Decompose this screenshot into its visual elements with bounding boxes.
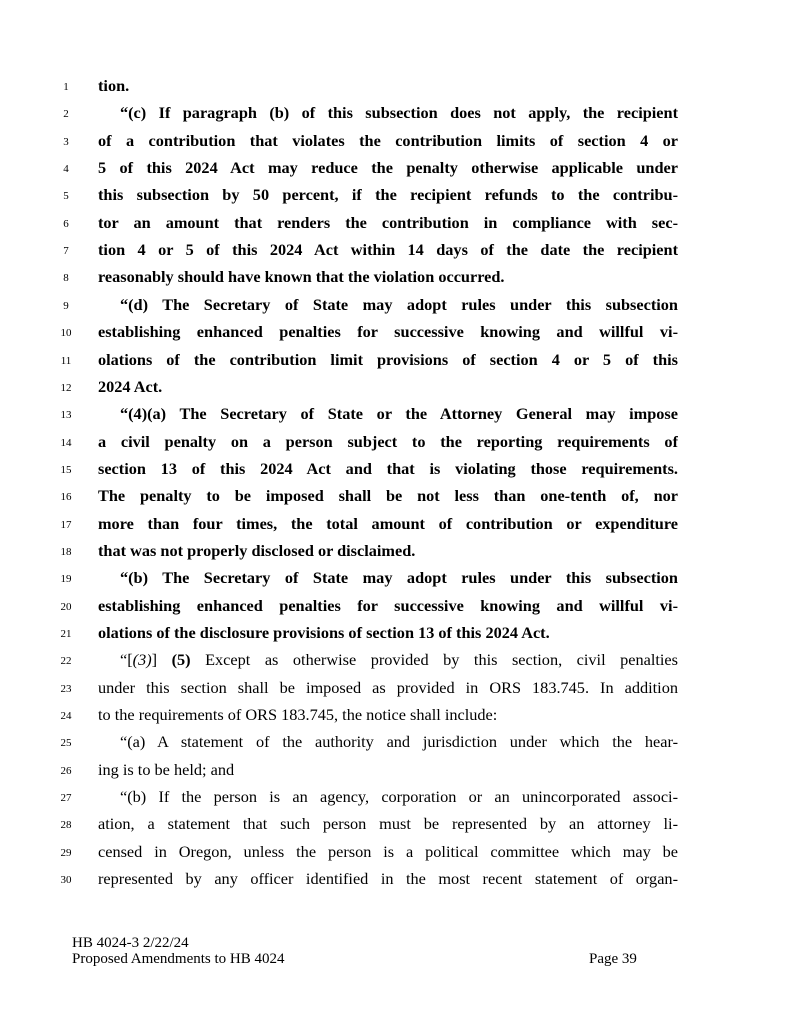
line-number: 16 — [60, 491, 72, 504]
line-text — [98, 787, 678, 807]
text-line — [0, 594, 800, 621]
text-run: establishing enhanced penalties for successive knowing and willful vi- — [98, 322, 678, 342]
line-text — [98, 650, 678, 670]
text-run: 2024 Act. — [98, 376, 163, 396]
text-run: tion 4 or 5 of this 2024 Act within 14 days of the date the recipient — [98, 240, 678, 260]
text-line — [0, 484, 800, 511]
text-line — [0, 566, 800, 593]
line-text — [98, 459, 678, 479]
line-text — [98, 678, 678, 698]
line-text — [98, 432, 678, 452]
line-number: 18 — [60, 545, 72, 558]
line-number: 11 — [60, 354, 72, 367]
line-text — [98, 514, 678, 534]
text-line — [0, 74, 800, 101]
text-run: this subsection by 50 percent, if the recipient refunds to the contribu- — [98, 185, 678, 205]
text-run: ing is to be held; and — [98, 759, 235, 779]
line-text — [98, 322, 678, 342]
line-number: 28 — [60, 819, 72, 832]
text-run: The penalty to be imposed shall be not less than one-tenth of, nor — [98, 486, 678, 506]
text-line — [0, 430, 800, 457]
line-number: 26 — [60, 764, 72, 777]
line-number: 20 — [60, 600, 72, 613]
line-text — [98, 486, 678, 506]
footer-doc-id: HB 4024-3 2/22/24 — [72, 935, 189, 951]
text-line — [0, 156, 800, 183]
line-number: 6 — [63, 217, 69, 230]
line-number: 25 — [60, 737, 72, 750]
line-text — [98, 541, 678, 561]
line-text — [98, 76, 678, 96]
line-number: 3 — [63, 135, 69, 148]
text-line — [0, 457, 800, 484]
line-number: 21 — [60, 628, 72, 640]
text-run: (5) — [171, 650, 191, 670]
line-text — [98, 103, 678, 123]
line-number: 2 — [63, 108, 69, 121]
line-text — [98, 131, 678, 151]
text-run: that was not properly disclosed or disclaimed. — [98, 540, 416, 560]
footer-title: Proposed Amendments to HB 4024 — [72, 951, 285, 967]
text-run: establishing enhanced penalties for successive knowing and willful vi- — [98, 595, 678, 615]
line-text — [98, 350, 678, 370]
text-line — [0, 812, 800, 839]
line-number: 29 — [60, 846, 72, 859]
line-text — [98, 623, 678, 643]
text-run: Except as otherwise provided by this section, civil penalties — [190, 650, 678, 670]
line-number: 24 — [60, 710, 72, 723]
text-line — [0, 648, 800, 675]
line-text — [98, 568, 678, 588]
line-text — [98, 814, 678, 834]
footer-page-number: Page 39 — [589, 951, 637, 967]
line-text — [98, 158, 678, 178]
text-run: “(b) The Secretary of State may adopt rules under this subsection — [120, 568, 678, 588]
line-number: 1 — [63, 81, 69, 93]
line-text — [98, 240, 678, 260]
text-run: reasonably should have known that the violation occurred. — [98, 267, 505, 287]
text-run: olations of the contribution limit provisions of section 4 or 5 of this — [98, 349, 678, 369]
line-number: 19 — [60, 573, 72, 586]
text-run: ] — [151, 650, 172, 670]
line-text — [98, 185, 678, 205]
text-run: (3) — [132, 650, 152, 670]
line-text — [98, 267, 678, 287]
text-run: 5 of this 2024 Act may reduce the penalty otherwise applicable under — [98, 158, 678, 178]
line-number: 13 — [60, 409, 72, 422]
text-line — [0, 539, 800, 566]
text-line — [0, 265, 800, 292]
line-text — [98, 404, 678, 424]
text-line — [0, 867, 800, 894]
line-number: 17 — [60, 518, 72, 531]
text-run: “[ — [120, 650, 133, 670]
line-text — [98, 732, 678, 752]
text-line — [0, 402, 800, 429]
text-line — [0, 293, 800, 320]
line-number: 10 — [60, 327, 72, 340]
text-line — [0, 840, 800, 867]
text-run: a civil penalty on a person subject to the reporting requirements of — [98, 431, 678, 451]
line-text — [98, 213, 678, 233]
text-line — [0, 703, 800, 730]
line-number: 27 — [60, 792, 72, 805]
text-run: ation, a statement that such person must be represented by an attorney li- — [98, 814, 678, 834]
text-run: to the requirements of ORS 183.745, the notice shall include: — [98, 705, 498, 725]
text-line — [0, 758, 800, 785]
line-number: 30 — [60, 874, 72, 887]
line-text — [98, 596, 678, 616]
line-number: 9 — [63, 299, 69, 312]
text-run: “(a) A statement of the authority and jurisdiction under which the hear- — [120, 732, 678, 752]
line-number: 5 — [63, 190, 69, 203]
text-run: “(d) The Secretary of State may adopt rules under this subsection — [120, 294, 678, 314]
text-run: tion. — [98, 76, 130, 95]
line-number: 14 — [60, 436, 72, 449]
text-run: olations of the disclosure provisions of section 13 of this 2024 Act. — [98, 623, 550, 642]
text-line — [0, 375, 800, 402]
line-number: 4 — [63, 163, 69, 176]
text-run: under this section shall be imposed as provided in ORS 183.745. In addition — [98, 677, 678, 697]
text-run: “(b) If the person is an agency, corporation or an unincorporated associ- — [120, 787, 678, 807]
line-number: 22 — [60, 655, 72, 668]
text-line — [0, 785, 800, 812]
text-line — [0, 183, 800, 210]
line-text — [98, 705, 678, 725]
text-run: “(c) If paragraph (b) of this subsection does not apply, the recipient — [120, 103, 678, 123]
line-text — [98, 377, 678, 397]
text-run: represented by any officer identified in the most recent statement of organ- — [98, 869, 678, 889]
text-line — [0, 676, 800, 703]
text-run: tor an amount that renders the contribution in compliance with sec- — [98, 212, 678, 232]
text-line — [0, 730, 800, 757]
text-run: more than four times, the total amount of contribution or expenditure — [98, 513, 678, 533]
text-run: of a contribution that violates the contribution limits of section 4 or — [98, 130, 678, 150]
text-run: “(4)(a) The Secretary of State or the Attorney General may impose — [120, 404, 678, 424]
line-text — [98, 869, 678, 889]
text-run: censed in Oregon, unless the person is a political committee which may be — [98, 841, 678, 861]
line-number: 23 — [60, 682, 72, 695]
line-number: 8 — [63, 272, 69, 285]
line-text — [98, 295, 678, 315]
line-text — [98, 760, 678, 780]
line-number: 15 — [60, 463, 72, 476]
text-line — [0, 621, 800, 648]
text-line — [0, 512, 800, 539]
text-line — [0, 129, 800, 156]
text-line — [0, 348, 800, 375]
line-number: 12 — [60, 381, 72, 394]
text-line — [0, 101, 800, 128]
line-number: 7 — [63, 245, 69, 258]
text-line — [0, 238, 800, 265]
line-text — [98, 842, 678, 862]
text-line — [0, 320, 800, 347]
text-line — [0, 211, 800, 238]
page-footer — [72, 935, 672, 967]
text-run: section 13 of this 2024 Act and that is violating those requirements. — [98, 458, 678, 478]
